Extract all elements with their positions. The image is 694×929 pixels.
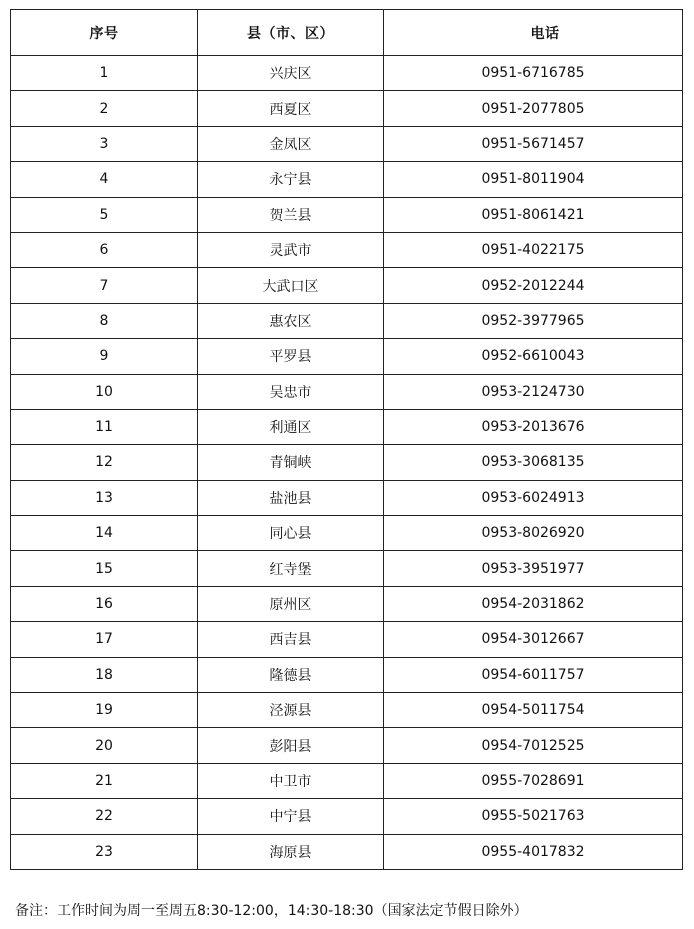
row-phone-cell: 0955-7028691 [384,763,683,798]
row-phone-cell: 0951-5671457 [384,126,683,161]
table-row [11,197,683,232]
row-index-cell: 7 [11,268,198,303]
row-county-cell: 灵武市 [198,232,384,267]
table-row [11,516,683,551]
table-row [11,409,683,444]
table-row [11,162,683,197]
row-phone-cell: 0951-8061421 [384,197,683,232]
row-index-cell: 18 [11,657,198,692]
row-index-cell: 9 [11,339,198,374]
row-index-cell: 21 [11,763,198,798]
row-phone-cell: 0953-2124730 [384,374,683,409]
table-row [11,586,683,621]
row-phone-cell: 0952-3977965 [384,303,683,338]
row-index-cell: 1 [11,56,198,91]
table-row [11,763,683,798]
contact-table [10,9,683,870]
table-row [11,126,683,161]
header-phone: 电话 [384,10,683,56]
row-phone-cell: 0953-3951977 [384,551,683,586]
row-index-cell: 19 [11,693,198,728]
row-phone-cell: 0952-6610043 [384,339,683,374]
row-phone-cell: 0953-2013676 [384,409,683,444]
row-index-cell: 17 [11,622,198,657]
header-row [11,10,683,56]
row-index-cell: 23 [11,834,198,869]
table-row [11,551,683,586]
row-index-cell: 14 [11,516,198,551]
row-phone-cell: 0954-7012525 [384,728,683,763]
row-county-cell: 利通区 [198,409,384,444]
row-county-cell: 吴忠市 [198,374,384,409]
table-row [11,374,683,409]
table-row [11,657,683,692]
row-county-cell: 海原县 [198,834,384,869]
row-county-cell: 红寺堡 [198,551,384,586]
row-county-cell: 金凤区 [198,126,384,161]
row-index-cell: 6 [11,232,198,267]
row-county-cell: 青铜峡 [198,445,384,480]
row-county-cell: 同心县 [198,516,384,551]
row-county-cell: 原州区 [198,586,384,621]
table-header [11,10,683,56]
row-county-cell: 中宁县 [198,799,384,834]
row-county-cell: 兴庆区 [198,56,384,91]
row-county-cell: 中卫市 [198,763,384,798]
row-index-cell: 2 [11,91,198,126]
row-phone-cell: 0954-3012667 [384,622,683,657]
row-county-cell: 盐池县 [198,480,384,515]
row-phone-cell: 0951-6716785 [384,56,683,91]
row-county-cell: 泾源县 [198,693,384,728]
row-county-cell: 西吉县 [198,622,384,657]
table-row [11,339,683,374]
row-phone-cell: 0953-8026920 [384,516,683,551]
row-phone-cell: 0952-2012244 [384,268,683,303]
table-row [11,303,683,338]
row-index-cell: 5 [11,197,198,232]
row-county-cell: 惠农区 [198,303,384,338]
row-county-cell: 隆德县 [198,657,384,692]
table-row [11,445,683,480]
row-county-cell: 永宁县 [198,162,384,197]
row-phone-cell: 0955-4017832 [384,834,683,869]
table-row [11,56,683,91]
row-county-cell: 大武口区 [198,268,384,303]
table-row [11,799,683,834]
table-row [11,480,683,515]
row-phone-cell: 0954-5011754 [384,693,683,728]
row-phone-cell: 0951-4022175 [384,232,683,267]
table-body [11,56,683,870]
row-county-cell: 西夏区 [198,91,384,126]
row-phone-cell: 0953-3068135 [384,445,683,480]
row-county-cell: 贺兰县 [198,197,384,232]
table-row [11,268,683,303]
row-index-cell: 22 [11,799,198,834]
row-index-cell: 8 [11,303,198,338]
row-index-cell: 3 [11,126,198,161]
row-index-cell: 4 [11,162,198,197]
row-phone-cell: 0954-6011757 [384,657,683,692]
row-phone-cell: 0951-8011904 [384,162,683,197]
row-index-cell: 11 [11,409,198,444]
table-row [11,232,683,267]
row-index-cell: 20 [11,728,198,763]
row-county-cell: 彭阳县 [198,728,384,763]
row-phone-cell: 0955-5021763 [384,799,683,834]
row-phone-cell: 0953-6024913 [384,480,683,515]
row-index-cell: 13 [11,480,198,515]
header-county: 县（市、区） [198,10,384,56]
row-phone-cell: 0951-2077805 [384,91,683,126]
row-county-cell: 平罗县 [198,339,384,374]
table-row [11,834,683,869]
row-index-cell: 15 [11,551,198,586]
header-index: 序号 [11,10,198,56]
table-row [11,622,683,657]
row-index-cell: 12 [11,445,198,480]
table-row [11,91,683,126]
table-row [11,693,683,728]
row-index-cell: 10 [11,374,198,409]
footnote: 备注：工作时间为周一至周五8:30-12:00，14:30-18:30（国家法定节假日除外） [15,903,528,919]
table-row [11,728,683,763]
row-phone-cell: 0954-2031862 [384,586,683,621]
row-index-cell: 16 [11,586,198,621]
